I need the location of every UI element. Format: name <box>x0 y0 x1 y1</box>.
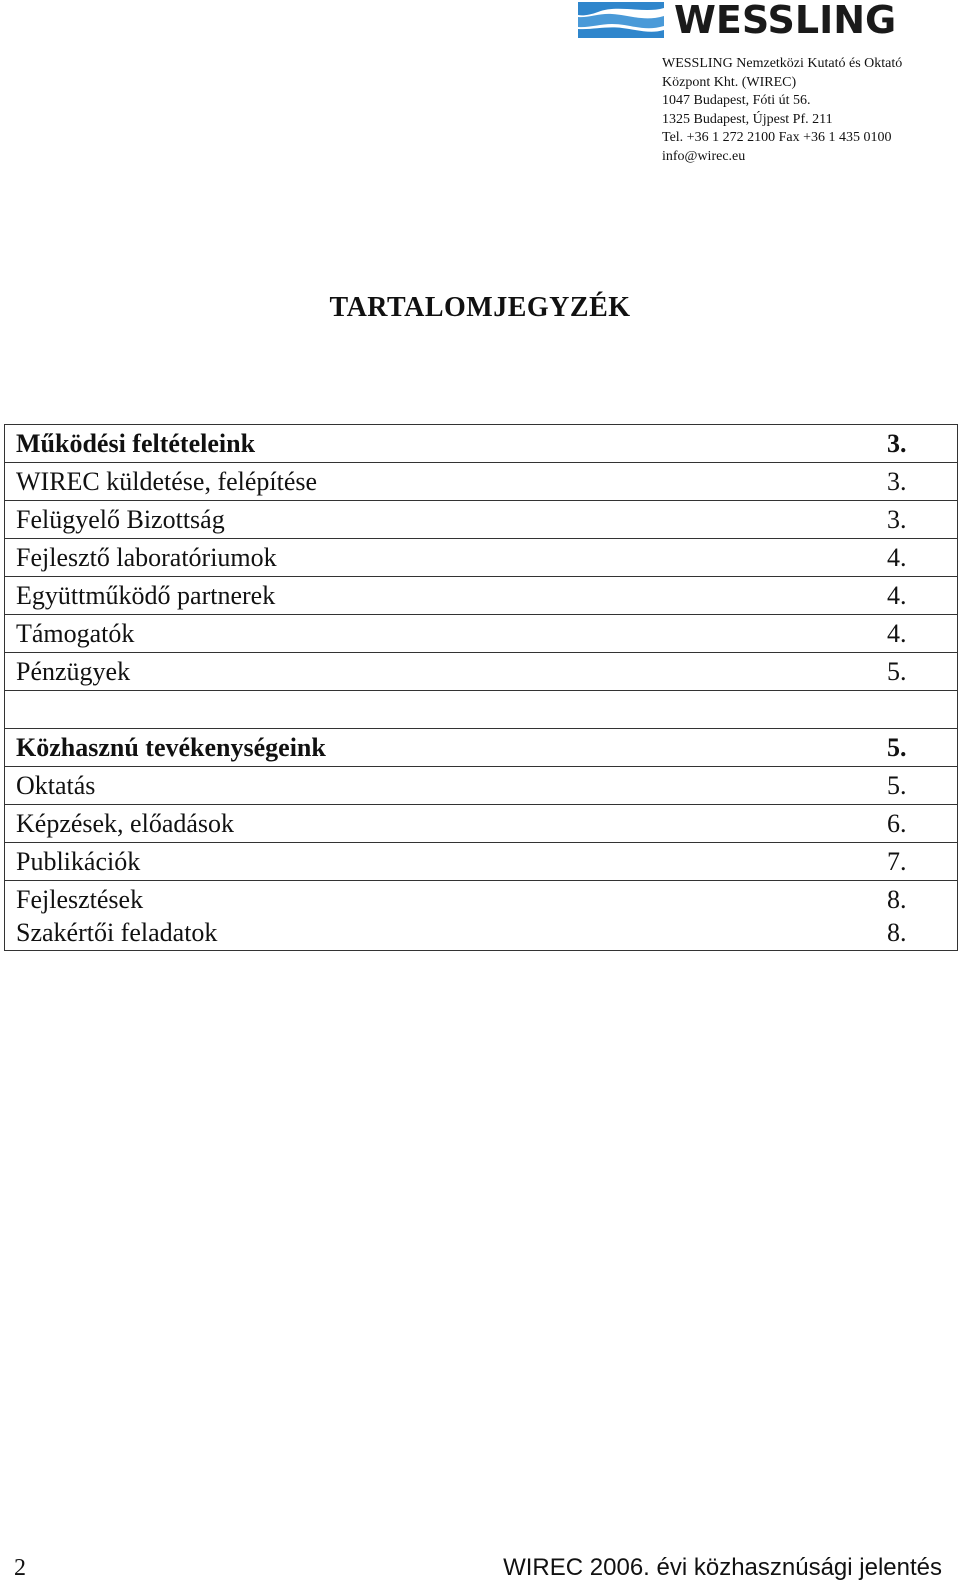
toc-entry-page: 7. <box>887 847 907 876</box>
address-line: 1047 Budapest, Fóti út 56. <box>662 93 811 108</box>
toc-entry-label: Fejlesztések <box>16 885 144 914</box>
toc-row <box>5 805 957 843</box>
wessling-logo <box>578 2 946 40</box>
address-block <box>662 55 902 166</box>
toc-entry-label: Együttműködő partnerek <box>16 581 276 610</box>
logo-wordmark: WESSLING <box>674 0 897 42</box>
toc-entry-label: Pénzügyek <box>16 657 131 686</box>
toc-row <box>5 539 957 577</box>
toc-row <box>5 577 957 615</box>
toc-entry-page: 6. <box>887 809 907 838</box>
toc-row <box>5 463 957 501</box>
toc-entry-label: Képzések, előadások <box>16 809 235 838</box>
toc-entry-page: 4. <box>887 543 907 572</box>
toc-row <box>5 615 957 653</box>
toc-row <box>5 501 957 539</box>
wessling-wave-icon <box>578 2 664 38</box>
toc-entry-page: 4. <box>887 619 907 648</box>
address-line: Központ Kht. (WIREC) <box>662 74 797 90</box>
toc-entry-page: 5. <box>887 733 907 762</box>
toc-entry-page: 5. <box>887 771 907 800</box>
toc-entry-label: Szakértői feladatok <box>16 918 218 947</box>
footer-report-title: WIREC 2006. évi közhasznúsági jelentés <box>503 1554 942 1581</box>
toc-row <box>5 691 957 729</box>
toc-entry-label: Felügyelő Bizottság <box>16 505 225 534</box>
address-line: WESSLING Nemzetközi Kutató és Oktató <box>662 56 903 71</box>
address-email: info@wirec.eu <box>662 148 746 164</box>
toc-entry-page: 8. <box>887 918 907 947</box>
toc-entry-label: Működési feltételeink <box>16 429 256 458</box>
toc-row <box>5 653 957 691</box>
toc-entry-label: Fejlesztő laboratóriumok <box>16 543 277 572</box>
toc-row <box>5 767 957 805</box>
toc-row <box>5 425 957 463</box>
table-of-contents <box>4 424 958 951</box>
toc-entry-page: 3. <box>887 467 907 496</box>
page-title: TARTALOMJEGYZÉK <box>329 292 631 323</box>
address-line: 1325 Budapest, Újpest Pf. 211 <box>662 111 833 127</box>
toc-row <box>5 914 957 950</box>
address-line: Tel. +36 1 272 2100 Fax +36 1 435 0100 <box>662 130 892 145</box>
toc-entry-page: 3. <box>887 429 907 458</box>
toc-entry-page: 4. <box>887 581 907 610</box>
toc-entry-label: Oktatás <box>16 771 96 800</box>
footer-page-number: 2 <box>14 1555 26 1581</box>
toc-entry-label: Támogatók <box>16 619 135 648</box>
toc-entry-page: 5. <box>887 657 907 686</box>
toc-row <box>5 729 957 767</box>
toc-entry-label: Közhasznú tevékenységeink <box>16 733 326 762</box>
toc-row <box>5 843 957 881</box>
toc-row <box>5 881 957 914</box>
toc-entry-label: Publikációk <box>16 847 141 876</box>
toc-entry-page: 3. <box>887 505 907 534</box>
toc-entry-label: WIREC küldetése, felépítése <box>16 467 318 496</box>
toc-entry-page: 8. <box>887 885 907 914</box>
